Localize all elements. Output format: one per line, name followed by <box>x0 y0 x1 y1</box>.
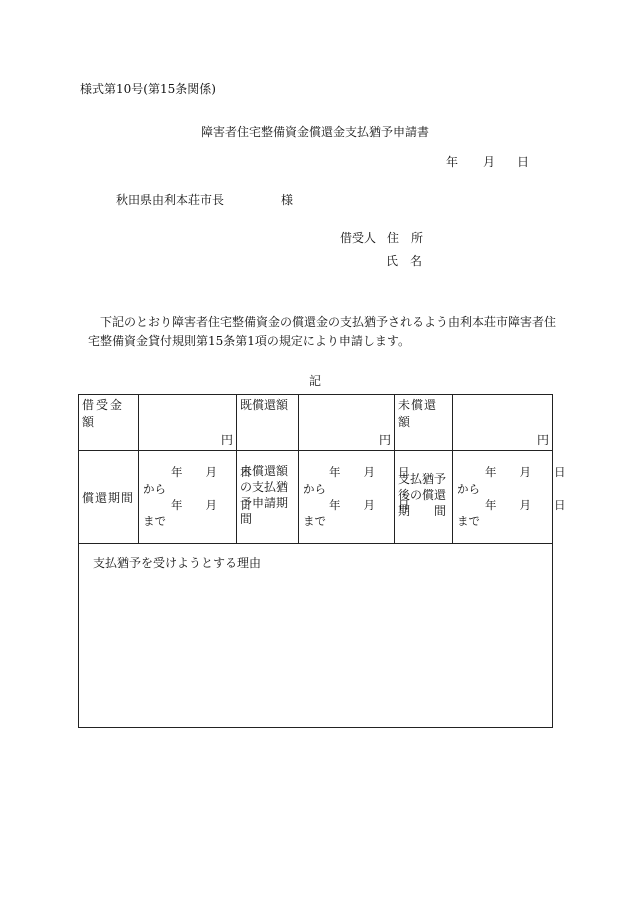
document-title: 障害者住宅整備資金償還金支払猶予申請書 <box>200 125 429 139</box>
applicant-address-label: 住 所 <box>387 231 424 245</box>
applicant-name-label: 氏 名 <box>386 254 423 268</box>
repaid-label-cell <box>237 395 299 451</box>
applicant-label: 借受人 <box>340 231 377 245</box>
post-deferral-label-2: 後の償還 <box>398 488 447 502</box>
post-deferral-label-1: 支払猶予 <box>398 472 447 486</box>
honorific: 様 <box>281 193 294 207</box>
repay-made: まで <box>143 514 166 528</box>
deferral-label-1: 未償還額 <box>240 464 289 478</box>
post-deferral-made: まで <box>457 514 480 528</box>
loan-amount-label: 借受金額 <box>82 398 125 429</box>
unpaid-label-cell <box>395 395 453 451</box>
deferral-end-ymd: 年 月 日 <box>329 498 410 512</box>
repay-period-field[interactable] <box>139 451 252 544</box>
repaid-label: 既償還額 <box>240 398 289 412</box>
repaid-yen: 円 <box>378 433 391 447</box>
form-number: 様式第10号(第15条関係) <box>80 82 216 96</box>
post-deferral-label-cell <box>395 451 453 544</box>
post-deferral-period-field[interactable] <box>453 451 566 544</box>
application-table <box>78 394 566 728</box>
repay-start-ymd: 年 月 日 <box>171 465 252 479</box>
loan-amount-field[interactable] <box>139 395 237 451</box>
deferral-kara: から <box>303 482 326 496</box>
deferral-label-4: 間 <box>240 512 253 526</box>
deferral-label-3: 予申請期 <box>240 496 289 510</box>
post-deferral-label-3: 期 間 <box>398 504 447 518</box>
ki-heading: 記 <box>308 374 321 388</box>
addressee: 秋田県由利本荘市長 <box>116 193 225 207</box>
unpaid-field[interactable] <box>453 395 553 451</box>
date-day: 日 <box>517 155 530 169</box>
post-deferral-end-ymd: 年 月 日 <box>485 498 566 512</box>
repaid-field[interactable] <box>299 395 395 451</box>
unpaid-yen: 円 <box>536 433 549 447</box>
repay-end-ymd: 年 月 日 <box>171 498 252 512</box>
deferral-made: まで <box>303 514 326 528</box>
reason-label: 支払猶予を受けようとする理由 <box>93 556 262 570</box>
reason-field[interactable] <box>79 544 553 728</box>
post-deferral-start-ymd: 年 月 日 <box>485 465 566 479</box>
body-text: 下記のとおり障害者住宅整備資金の償還金の支払猶予されるよう由利本荘市障害者住宅整備資金貸付規則第15条第1項の規定により申請します。 <box>88 315 557 348</box>
date-month: 月 <box>483 155 496 169</box>
deferral-label-2: の支払猶 <box>240 480 289 494</box>
date-year: 年 <box>446 155 459 169</box>
loan-amount-yen: 円 <box>220 433 233 447</box>
deferral-label-cell <box>237 451 299 544</box>
unpaid-label: 未償還額 <box>398 398 438 429</box>
repay-period-label: 償還期間 <box>82 490 135 505</box>
deferral-period-field[interactable] <box>299 451 410 544</box>
deferral-start-ymd: 年 月 日 <box>329 465 410 479</box>
repay-period-label-cell <box>79 451 139 544</box>
post-deferral-kara: から <box>457 482 480 496</box>
loan-amount-label-cell <box>79 395 139 451</box>
repay-kara: から <box>143 482 166 496</box>
